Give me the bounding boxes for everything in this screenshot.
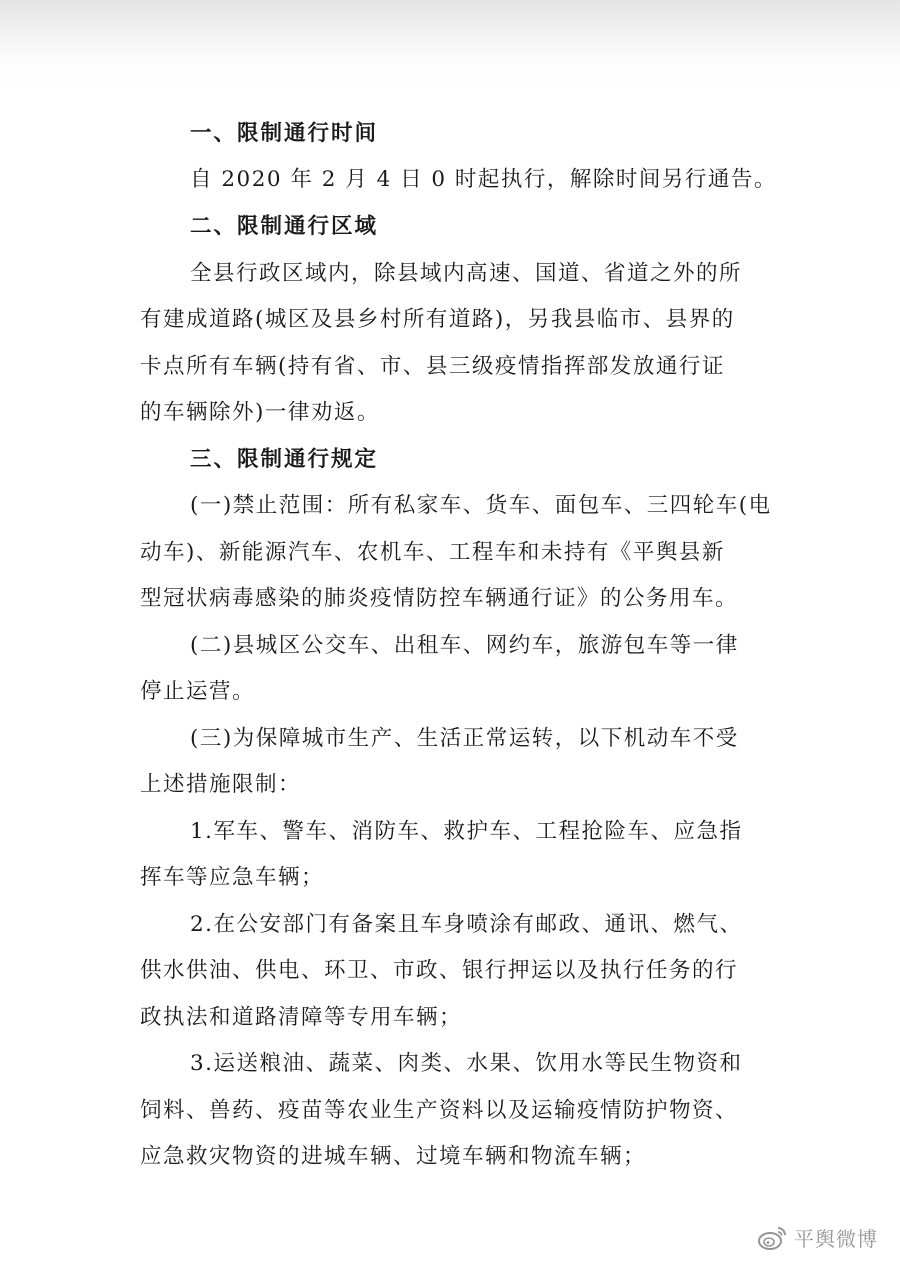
sub3-line: 饲料、兽药、疫苗等农业生产资料以及运输疫情防护物资、	[140, 1098, 739, 1123]
weibo-logo-icon	[758, 1225, 788, 1251]
section2-line: 全县行政区域内，除县域内高速、国道、省道之外的所	[190, 261, 743, 286]
item1-line: 型冠状病毒感染的肺炎疫情防控车辆通行证》的公务用车。	[140, 586, 739, 611]
section1-heading: 一、限制通行时间	[190, 121, 379, 146]
sub2-line: 供水供油、供电、环卫、市政、银行押运以及执行任务的行	[140, 958, 739, 983]
weibo-watermark	[758, 1223, 878, 1252]
item3-line: (三)为保障城市生产、生活正常运转，以下机动车不受	[190, 726, 739, 751]
item2-line: 停止运营。	[140, 679, 256, 704]
sub2-line: 2.在公安部门有备案且车身喷涂有邮政、通讯、燃气、	[190, 912, 743, 937]
section3-heading: 三、限制通行规定	[190, 447, 379, 472]
section2-line: 的车辆除外)一律劝返。	[140, 400, 380, 425]
watermark-text: 平舆微博	[794, 1227, 878, 1251]
section2-line: 卡点所有车辆(持有省、市、县三级疫情指挥部发放通行证	[140, 354, 725, 379]
section2-heading: 二、限制通行区域	[190, 214, 379, 239]
item3-line: 上述措施限制：	[140, 772, 302, 797]
item2-line: (二)县城区公交车、出租车、网约车，旅游包车等一律	[190, 633, 739, 658]
section2-line: 有建成道路(城区及县乡村所有道路)，另我县临市、县界的	[140, 307, 735, 332]
sub3-line: 3.运送粮油、蔬菜、肉类、水果、饮用水等民生物资和	[190, 1051, 743, 1076]
sub2-line: 政执法和道路清障等专用车辆；	[140, 1005, 463, 1030]
sub1-line: 挥车等应急车辆；	[140, 865, 325, 890]
sub1-line: 1.军车、警车、消防车、救护车、工程抢险车、应急指	[190, 819, 743, 844]
sub3-line: 应急救灾物资的进城车辆、过境车辆和物流车辆；	[140, 1144, 647, 1169]
item1-line: 动车)、新能源汽车、农机车、工程车和未持有《平舆县新	[140, 540, 725, 565]
item1-line: (一)禁止范围：所有私家车、货车、面包车、三四轮车(电	[190, 493, 772, 518]
section1-line: 自 2020 年 2 月 4 日 0 时起执行，解除时间另行通告。	[190, 167, 777, 192]
scan-shadow	[0, 0, 900, 60]
